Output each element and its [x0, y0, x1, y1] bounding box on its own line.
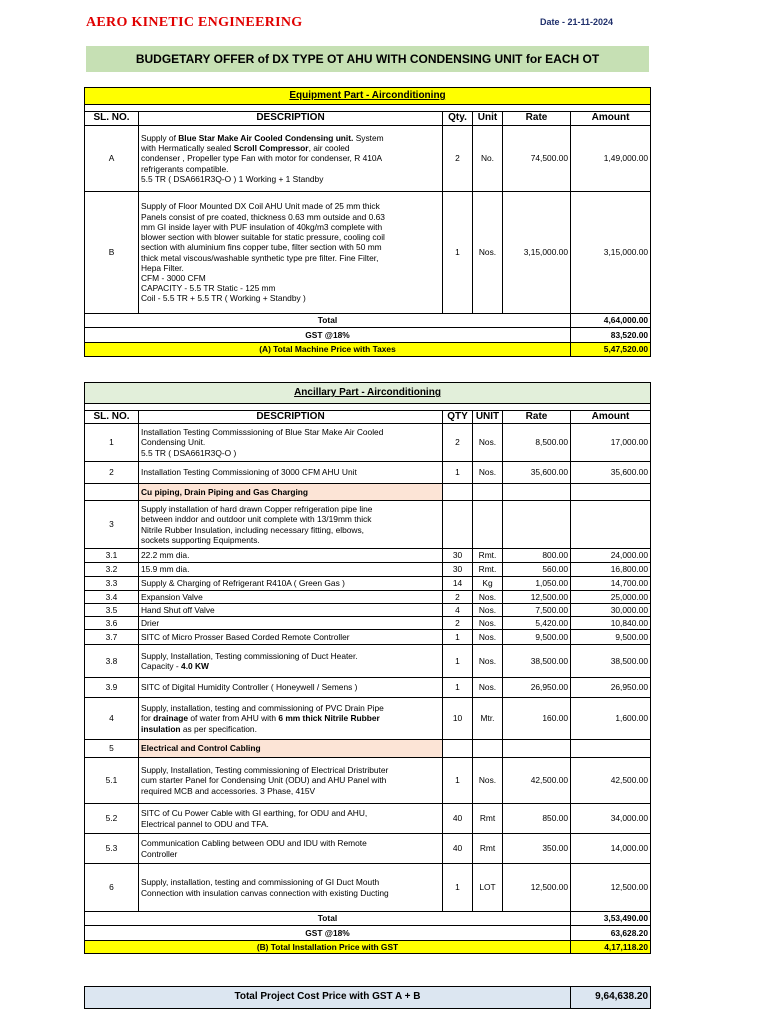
item-description [139, 834, 443, 864]
item-unit: Nos. [473, 192, 503, 314]
description-bold-text: Blue Star Make Air Cooled Condensing unit. [178, 132, 354, 143]
empty-cell [503, 740, 571, 758]
item-amount: 14,700.00 [571, 577, 651, 591]
description-line: 22.2 mm dia. [141, 550, 190, 561]
description-line [141, 133, 440, 143]
description-line [141, 724, 440, 734]
item-description [139, 126, 443, 192]
item-unit: Nos. [473, 630, 503, 645]
description-text: Capacity - [141, 661, 182, 671]
equipment-table [84, 87, 651, 357]
description-line: 5.5 TR ( DSA661R3Q-O ) [141, 447, 237, 458]
column-header: SL. NO. [85, 411, 139, 424]
description-line: Supply, Installation, Testing commissioning of Electrical Dristributer [141, 765, 389, 776]
description-line: Controller [141, 848, 178, 859]
project-total-table [84, 986, 651, 1009]
item-row [85, 563, 651, 577]
item-unit: Nos. [473, 645, 503, 678]
empty-cell [503, 484, 571, 501]
item-qty: 1 [443, 645, 473, 678]
item-qty: 1 [443, 630, 473, 645]
item-sl-no: 3.6 [85, 617, 139, 630]
spacer-row [85, 105, 651, 112]
item-row [85, 424, 651, 462]
description-line: Supply of Floor Mounted DX Coil AHU Unit made of 25 mm thick [141, 201, 380, 212]
item-sl-no: B [85, 192, 139, 314]
item-qty: 40 [443, 804, 473, 834]
description-line: refrigerants compatible. [141, 163, 229, 174]
description-line: Expansion Valve [141, 591, 203, 602]
empty-cell [473, 740, 503, 758]
item-rate: 800.00 [503, 549, 571, 563]
item-qty: 1 [443, 864, 473, 912]
item-sl-no: 2 [85, 462, 139, 484]
spacer-row [85, 404, 651, 411]
item-description [139, 758, 443, 804]
item-amount: 1,600.00 [571, 698, 651, 740]
item-rate: 5,420.00 [503, 617, 571, 630]
item-description [139, 462, 443, 484]
project-total-label: Total Project Cost Price with GST A + B [85, 987, 571, 1009]
item-rate: 26,950.00 [503, 678, 571, 698]
item-sl-no [85, 484, 139, 501]
item-rate: 7,500.00 [503, 604, 571, 617]
equipment-grand-label: (A) Total Machine Price with Taxes [85, 343, 571, 357]
item-unit: No. [473, 126, 503, 192]
description-line: Installation Testing Commissioning of 3000 CFM AHU Unit [141, 467, 357, 478]
item-row [85, 617, 651, 630]
item-row [85, 549, 651, 563]
item-description [139, 678, 443, 698]
description-line: SITC of Cu Power Cable with GI earthing, for ODU and AHU, [141, 808, 368, 819]
item-unit: Mtr. [473, 698, 503, 740]
item-sl-no: 6 [85, 864, 139, 912]
empty-cell [443, 740, 473, 758]
item-sl-no: 4 [85, 698, 139, 740]
description-text: as per specification. [180, 723, 257, 734]
column-header: Rate [503, 411, 571, 424]
item-rate: 9,500.00 [503, 630, 571, 645]
item-row [85, 604, 651, 617]
item-description [139, 804, 443, 834]
item-qty: 2 [443, 424, 473, 462]
section-row [85, 484, 651, 501]
item-sl-no: A [85, 126, 139, 192]
column-header: UNIT [473, 411, 503, 424]
item-amount: 35,600.00 [571, 462, 651, 484]
item-description [139, 617, 443, 630]
description-line: Supply installation of hard drawn Copper refrigeration pipe line [141, 504, 373, 515]
item-sl-no: 3.8 [85, 645, 139, 678]
item-sl-no: 3.9 [85, 678, 139, 698]
equipment-gst: 83,520.00 [571, 328, 651, 343]
description-line: Hand Shut off Valve [141, 604, 215, 615]
item-amount: 42,500.00 [571, 758, 651, 804]
equipment-total-label: Total [85, 314, 571, 328]
description-text: of water from AHU with [188, 713, 279, 724]
item-amount: 30,000.00 [571, 604, 651, 617]
description-text: System [353, 132, 384, 143]
description-line: Condensing Unit. [141, 437, 206, 448]
description-line: SITC of Digital Humidity Controller ( Honeywell / Semens ) [141, 682, 358, 693]
section-title: Cu piping, Drain Piping and Gas Charging [139, 484, 443, 501]
description-line: SITC of Micro Prosser Based Corded Remote Controller [141, 631, 350, 642]
item-unit: Nos. [473, 617, 503, 630]
item-sl-no: 5.3 [85, 834, 139, 864]
description-bold-text: drainage [153, 713, 189, 724]
column-header: Qty. [443, 112, 473, 126]
description-line: blower section with blower suitable for static pressure, cooling coil [141, 232, 385, 243]
item-rate: 8,500.00 [503, 424, 571, 462]
item-qty: 2 [443, 617, 473, 630]
column-header: Amount [571, 411, 651, 424]
description-line: Supply, installation, testing and commissioning of GI Duct Mouth [141, 877, 380, 888]
equipment-gst-label: GST @18% [85, 328, 571, 343]
item-rate: 74,500.00 [503, 126, 571, 192]
equipment-total: 4,64,000.00 [571, 314, 651, 328]
ancillary-grand-label: (B) Total Installation Price with GST [85, 941, 571, 954]
page-title: BUDGETARY OFFER of DX TYPE OT AHU WITH CONDENSING UNIT for EACH OT [86, 46, 649, 72]
item-amount: 38,500.00 [571, 645, 651, 678]
item-row [85, 698, 651, 740]
item-qty: 14 [443, 577, 473, 591]
ancillary-heading: Ancillary Part - Airconditioning [85, 383, 651, 404]
description-line: mm GI inside layer with PUF insulation of 40kg/m3 complete with [141, 221, 383, 232]
item-unit: Nos. [473, 591, 503, 604]
empty-cell [571, 484, 651, 501]
item-sl-no: 3.1 [85, 549, 139, 563]
item-row [85, 864, 651, 912]
column-header: Unit [473, 112, 503, 126]
description-line: Communication Cabling between ODU and IDU with Remote [141, 838, 367, 849]
description-bold-text: 4.0 KW [181, 661, 209, 671]
item-description [139, 563, 443, 577]
description-line: CFM - 3000 CFM [141, 272, 206, 283]
item-rate: 12,500.00 [503, 591, 571, 604]
description-line: Panels consist of pre coated, thickness 0.63 mm outside and 0.63 [141, 211, 385, 222]
item-rate: 350.00 [503, 834, 571, 864]
column-header: QTY [443, 411, 473, 424]
item-row [85, 462, 651, 484]
ancillary-grand: 4,17,118.20 [571, 941, 651, 954]
item-description [139, 591, 443, 604]
ancillary-gst-label: GST @18% [85, 926, 571, 941]
item-row [85, 192, 651, 314]
item-row [85, 804, 651, 834]
column-header: SL. NO. [85, 112, 139, 126]
item-sl-no: 3.3 [85, 577, 139, 591]
section-title: Electrical and Control Cabling [139, 740, 443, 758]
description-text: , air cooled [308, 143, 350, 154]
ancillary-header-row [85, 411, 651, 424]
item-amount: 3,15,000.00 [571, 192, 651, 314]
item-qty: 2 [443, 591, 473, 604]
item-amount: 17,000.00 [571, 424, 651, 462]
item-sl-no: 3 [85, 501, 139, 549]
item-rate: 850.00 [503, 804, 571, 834]
description-line: Coil - 5.5 TR + 5.5 TR ( Working + Standby ) [141, 293, 306, 304]
description-line: section with aluminium fins copper tube, filter section with 50 mm [141, 242, 382, 253]
item-unit: Rmt. [473, 549, 503, 563]
item-row [85, 645, 651, 678]
item-description [139, 864, 443, 912]
item-qty: 30 [443, 563, 473, 577]
description-text: with Hermatically sealed [141, 143, 234, 154]
item-qty: 1 [443, 462, 473, 484]
description-line: Nitrile Rubber Insulation, including necessary fitting, elbows, [141, 524, 364, 535]
item-amount: 14,000.00 [571, 834, 651, 864]
item-description [139, 424, 443, 462]
item-row [85, 630, 651, 645]
item-amount: 10,840.00 [571, 617, 651, 630]
item-amount: 25,000.00 [571, 591, 651, 604]
item-rate: 560.00 [503, 563, 571, 577]
description-line: condenser , Propeller type Fan with motor for condenser, R 410A [141, 153, 383, 164]
description-line: Hepa Filter. [141, 262, 184, 273]
item-amount: 24,000.00 [571, 549, 651, 563]
item-sl-no: 1 [85, 424, 139, 462]
description-line [141, 713, 440, 723]
item-unit: Rmt [473, 804, 503, 834]
description-line: Drier [141, 617, 160, 628]
description-line: sockets supporting Equipments. [141, 534, 260, 545]
description-line: Supply, Installation, Testing commissioning of Duct Heater. [141, 650, 358, 661]
item-unit [473, 501, 503, 549]
item-row [85, 577, 651, 591]
item-sl-no: 3.7 [85, 630, 139, 645]
column-header: Rate [503, 112, 571, 126]
item-sl-no: 5.1 [85, 758, 139, 804]
empty-cell [571, 740, 651, 758]
description-bold-text: 6 mm thick Nitrile Rubber [278, 713, 380, 724]
project-total: 9,64,638.20 [571, 987, 651, 1009]
item-sl-no: 5.2 [85, 804, 139, 834]
equipment-grand: 5,47,520.00 [571, 343, 651, 357]
company-name: AERO KINETIC ENGINEERING [86, 15, 303, 30]
item-unit: Nos. [473, 678, 503, 698]
description-line: cum starter Panel for Condensing Unit (ODU) and AHU Panel with [141, 775, 387, 786]
item-amount: 34,000.00 [571, 804, 651, 834]
item-qty [443, 501, 473, 549]
item-rate: 1,050.00 [503, 577, 571, 591]
item-unit: Rmt [473, 834, 503, 864]
description-line: thick metal viscous/washable synthetic type pre filter. Fine Filter, [141, 252, 379, 263]
description-line: 5.5 TR ( DSA661R3Q-O ) 1 Working + 1 Standby [141, 173, 324, 184]
description-line: Supply & Charging of Refrigerant R410A ( Green Gas ) [141, 578, 345, 589]
column-header: DESCRIPTION [139, 411, 443, 424]
item-description [139, 604, 443, 617]
description-line: Electrical pannel to ODU and TFA. [141, 818, 269, 829]
offer-date: Date - 21-11-2024 [540, 17, 614, 27]
item-qty: 10 [443, 698, 473, 740]
ancillary-gst: 63,628.20 [571, 926, 651, 941]
item-unit: Nos. [473, 604, 503, 617]
item-sl-no: 3.5 [85, 604, 139, 617]
description-line: Installation Testing Commisssioning of Blue Star Make Air Cooled [141, 427, 384, 438]
item-unit: Nos. [473, 424, 503, 462]
item-rate: 12,500.00 [503, 864, 571, 912]
item-sl-no: 3.2 [85, 563, 139, 577]
item-qty: 1 [443, 678, 473, 698]
column-header: DESCRIPTION [139, 112, 443, 126]
description-line: required MCB and accessories. 3 Phase, 415V [141, 785, 316, 796]
item-qty: 2 [443, 126, 473, 192]
equipment-header-row [85, 112, 651, 126]
item-rate: 38,500.00 [503, 645, 571, 678]
item-sl-no: 3.4 [85, 591, 139, 604]
item-description [139, 501, 443, 549]
item-qty: 30 [443, 549, 473, 563]
item-unit: LOT [473, 864, 503, 912]
item-row [85, 678, 651, 698]
item-amount: 1,49,000.00 [571, 126, 651, 192]
item-unit: Nos. [473, 462, 503, 484]
description-text: for [141, 713, 154, 724]
description-line [141, 661, 440, 671]
description-line: Supply, installation, testing and commissioning of PVC Drain Pipe [141, 703, 384, 714]
description-bold-text: insulation [141, 723, 181, 734]
item-row [85, 834, 651, 864]
item-qty: 40 [443, 834, 473, 864]
item-unit: Nos. [473, 758, 503, 804]
description-line: between inddor and outdoor unit complete with 13/19mm thick [141, 514, 372, 525]
ancillary-total: 3,53,490.00 [571, 912, 651, 926]
section-row [85, 740, 651, 758]
item-amount [571, 501, 651, 549]
item-description [139, 192, 443, 314]
item-rate [503, 501, 571, 549]
item-row [85, 501, 651, 549]
item-description [139, 645, 443, 678]
item-unit: Kg [473, 577, 503, 591]
item-rate: 42,500.00 [503, 758, 571, 804]
description-line: 15.9 mm dia. [141, 564, 190, 575]
item-amount: 26,950.00 [571, 678, 651, 698]
ancillary-total-label: Total [85, 912, 571, 926]
description-line [141, 143, 440, 153]
item-rate: 35,600.00 [503, 462, 571, 484]
item-description [139, 698, 443, 740]
item-qty: 1 [443, 758, 473, 804]
column-header: Amount [571, 112, 651, 126]
item-unit: Rmt. [473, 563, 503, 577]
item-rate: 160.00 [503, 698, 571, 740]
description-text: Supply of [141, 132, 179, 143]
empty-cell [443, 484, 473, 501]
description-bold-text: Scroll Compressor [233, 143, 309, 154]
item-amount: 9,500.00 [571, 630, 651, 645]
item-amount: 12,500.00 [571, 864, 651, 912]
item-sl-no: 5 [85, 740, 139, 758]
item-amount: 16,800.00 [571, 563, 651, 577]
item-row [85, 591, 651, 604]
item-qty: 1 [443, 192, 473, 314]
equipment-heading: Equipment Part - Airconditioning [85, 88, 651, 105]
item-description [139, 549, 443, 563]
item-qty: 4 [443, 604, 473, 617]
item-rate: 3,15,000.00 [503, 192, 571, 314]
item-row [85, 758, 651, 804]
empty-cell [473, 484, 503, 501]
description-line: CAPACITY - 5.5 TR Static - 125 mm [141, 283, 276, 294]
description-line: Connection with insulation canvas connection with existing Ducting [141, 887, 389, 898]
item-description [139, 577, 443, 591]
item-row [85, 126, 651, 192]
item-description [139, 630, 443, 645]
ancillary-table [84, 382, 651, 954]
